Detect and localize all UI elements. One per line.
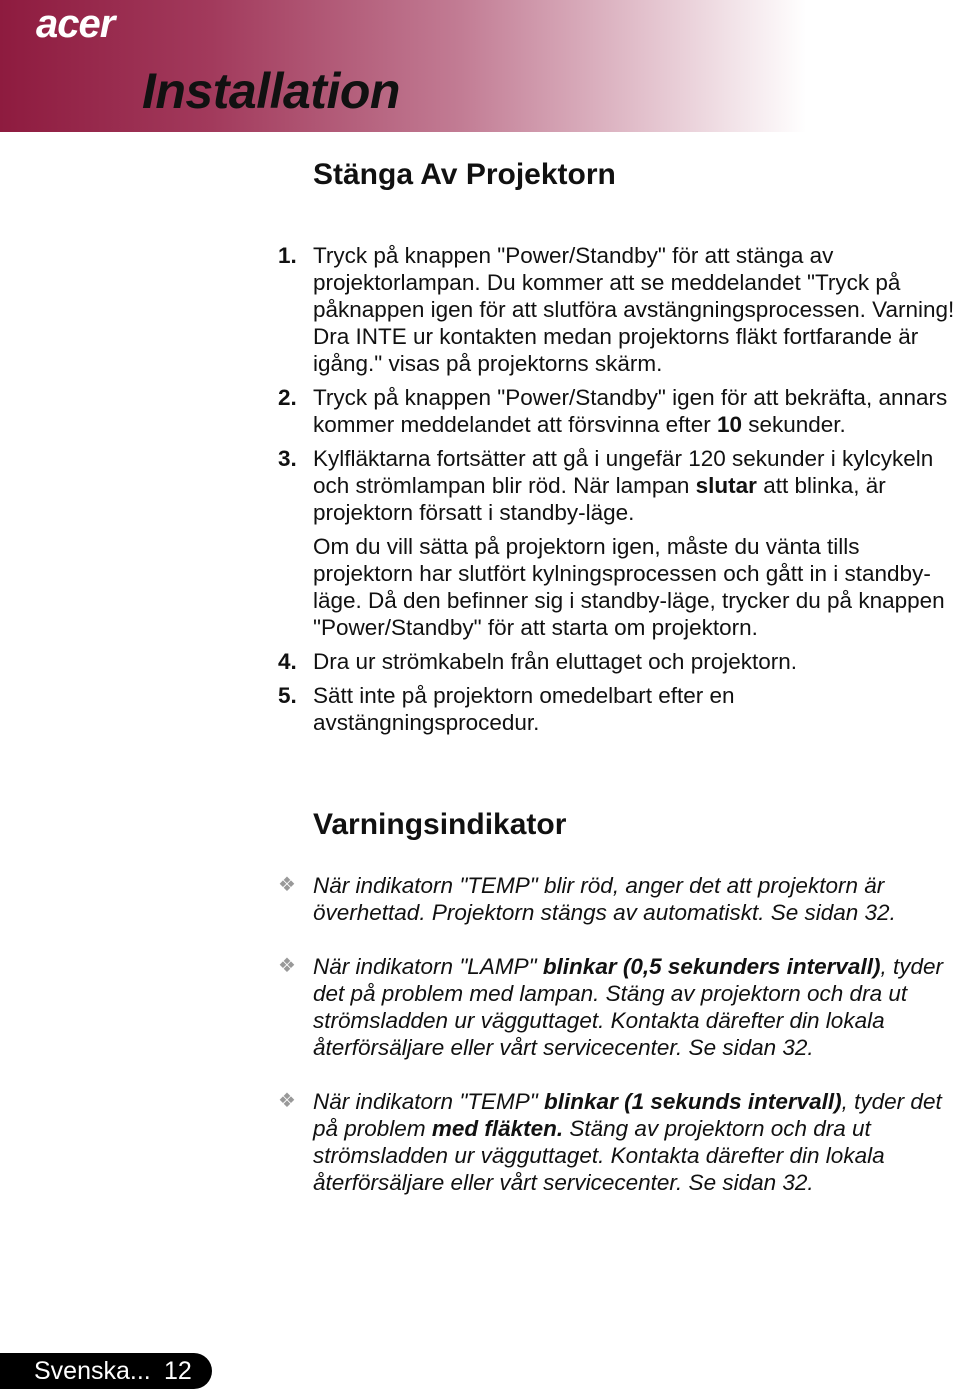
step-text: att blinka, är projektorn försatt i standby-läge. [313, 473, 886, 525]
step-number: 3. [278, 446, 297, 471]
step-text: sekunder. [741, 412, 846, 437]
step-1 [278, 242, 958, 377]
step-2 [278, 384, 958, 438]
step-text-bold: slutar [695, 473, 757, 498]
bullet-text-bold: med fläkten. [431, 1116, 564, 1141]
bullet-text: När indikatorn "TEMP" blir röd, anger det att projektorn är överhettad. Projektorn stängs av automatiskt. Se sidan 32. [313, 873, 896, 925]
shutdown-steps [278, 242, 958, 743]
step-text: Sätt inte på projektorn omedelbart efter en avstängningsprocedur. [313, 683, 735, 735]
step-number: 5. [278, 683, 297, 708]
diamond-bullet-icon: ❖ [278, 874, 296, 896]
page-number: 12 [164, 1357, 192, 1385]
section-title-warning-indicator: Varningsindikator [313, 808, 567, 841]
bullet-text: , tyder det på problem [313, 1089, 942, 1141]
step-text: Dra ur strömkabeln från eluttaget och projektorn. [313, 649, 797, 674]
bullet-text: När indikatorn "LAMP" [313, 954, 543, 979]
bullet-text-bold: blinkar (1 sekunds intervall) [544, 1089, 842, 1114]
step-3-note: Om du vill sätta på projektorn igen, måste du vänta tills projektorn har slutfört kylningsprocessen och gått in i standby-läge. Då den befinner sig i standby-läge, trycker du på knappen "Power/Standby" för att starta om projektorn. [313, 534, 945, 640]
step-5 [278, 682, 958, 736]
footer-language: Svenska... [34, 1357, 151, 1385]
warning-bullet-lamp-blink [278, 953, 960, 1061]
section-title-shutdown: Stänga Av Projektorn [313, 158, 616, 191]
page-footer [0, 1353, 212, 1389]
warning-bullet-temp-red [278, 872, 960, 926]
step-text-bold: 10 [716, 412, 742, 437]
step-number: 4. [278, 649, 297, 674]
step-text: Tryck på knappen "Power/Standby" för att stänga av projektorlampan. Du kommer att se meddelandet "Tryck på påknappen igen för att slutföra avstängningsprocessen. Varning! Dra INTE ur kontakten medan projektorns fläkt fortfarande är igång." visas på projektorns skärm. [313, 243, 955, 376]
step-3 [278, 445, 958, 526]
warning-bullets [278, 872, 960, 1223]
bullet-text: Stäng av projektorn och dra ut strömsladden ur vägguttaget. Kontakta därefter din lokala återförsäljare eller vårt servicecenter. Se sidan 32. [313, 1116, 885, 1195]
step-text: Tryck på knappen "Power/Standby" igen för att bekräfta, annars kommer meddelandet att försvinna efter [313, 385, 948, 437]
step-4 [278, 648, 958, 675]
chapter-title: Installation [142, 63, 400, 119]
step-number: 2. [278, 385, 297, 410]
diamond-bullet-icon: ❖ [278, 1090, 296, 1112]
step-text: Kylfläktarna fortsätter att gå i ungefär 120 sekunder i kylcykeln och strömlampan blir röd. När lampan [313, 446, 934, 498]
diamond-bullet-icon: ❖ [278, 955, 296, 977]
bullet-text: , tyder det på problem med lampan. Stäng av projektorn och dra ut strömsladden ur vägguttaget. Kontakta därefter din lokala återförsäljare eller vårt servicecenter. Se sidan 32. [313, 954, 943, 1060]
acer-logo: acer [36, 2, 115, 46]
bullet-text-bold: blinkar (0,5 sekunders intervall) [542, 954, 881, 979]
bullet-text: När indikatorn "TEMP" [313, 1089, 545, 1114]
warning-bullet-temp-blink [278, 1088, 960, 1196]
step-number: 1. [278, 243, 297, 268]
